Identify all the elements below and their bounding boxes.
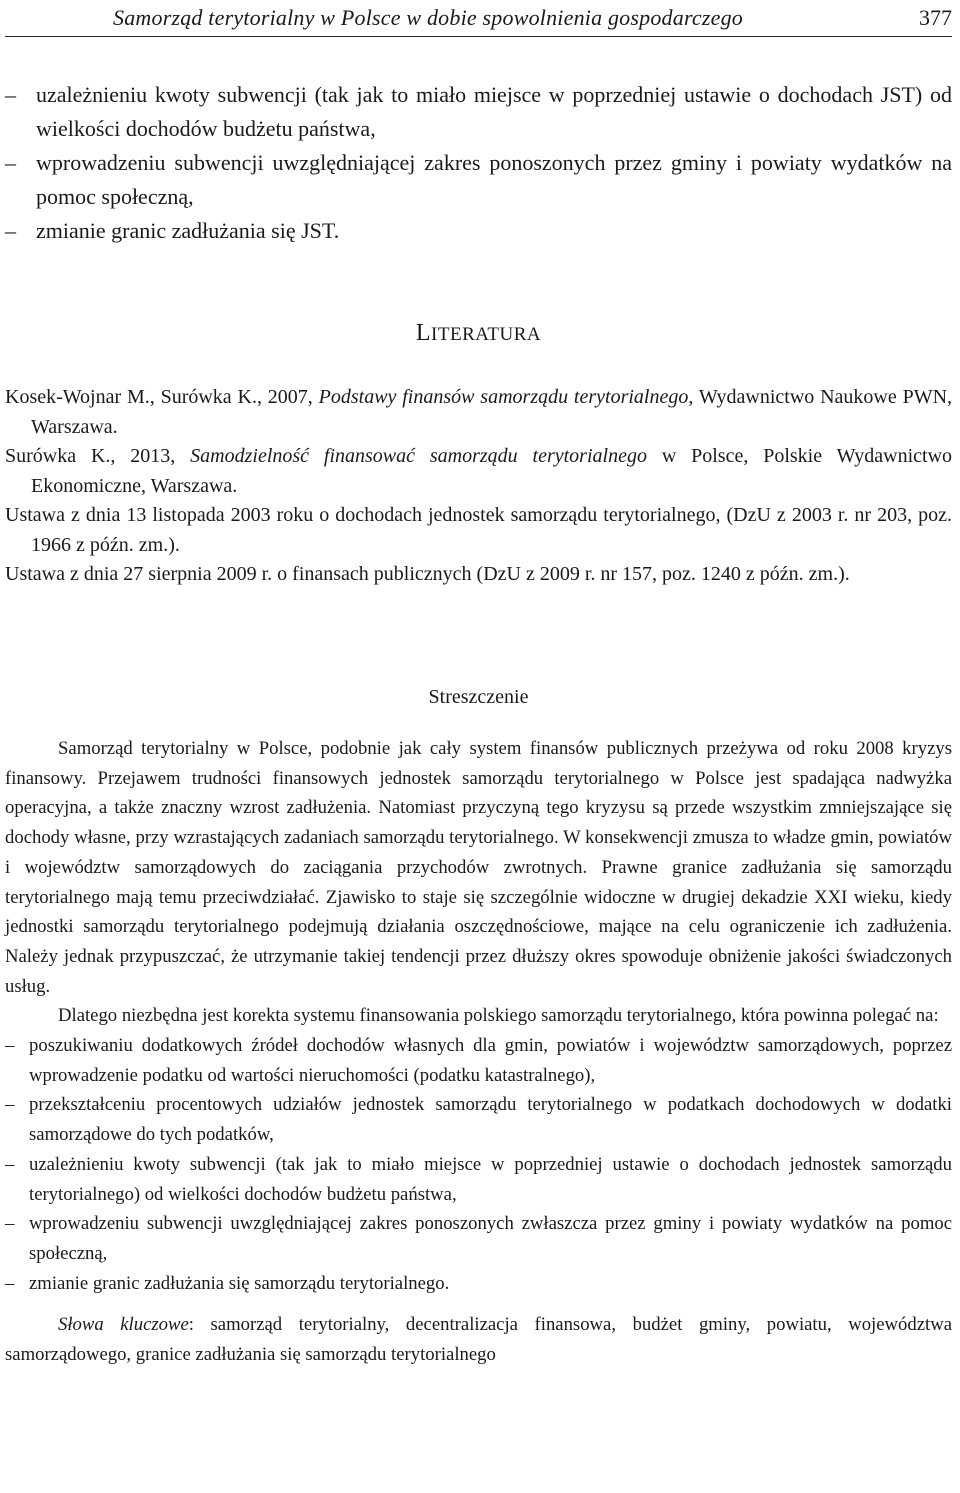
- dash-bullet: –: [5, 1213, 15, 1235]
- summary-paragraph: Dlatego niezbędna jest korekta systemu finansowania polskiego samorządu terytorialnego, która powinna polegać na:: [58, 1005, 939, 1027]
- bibliography: [5, 383, 952, 590]
- dash-bullet: –: [5, 1094, 15, 1116]
- list-item: – wprowadzeniu subwencji uwzględniającej zakres ponoszonych zwłaszcza przez gminy i powiaty wydatków na pomoc społeczną,: [5, 1209, 952, 1268]
- list-item: – poszukiwaniu dodatkowych źródeł dochodów własnych dla gmin, powiatów i województw samorządowych, poprzez wprowadzenie podatku od wartości nieruchomości (podatku katastralnego),: [5, 1031, 952, 1090]
- dash-bullet: –: [5, 218, 16, 243]
- list-item: – uzależnieniu kwoty subwencji (tak jak to miało miejsce w poprzedniej ustawie o dochodach jednostek samorządu terytorialnego) od wielkości dochodów budżetu państwa,: [5, 1150, 952, 1209]
- running-header: [5, 0, 952, 37]
- keywords-label: Słowa kluczowe: [58, 1314, 189, 1336]
- summary-body: [5, 734, 952, 1370]
- dash-bullet: –: [5, 1153, 15, 1175]
- bibliography-entry: Kosek-Wojnar M., Surówka K., 2007, Podstawy finansów samorządu terytorialnego, Wydawnictwo Naukowe PWN, Warszawa.: [5, 386, 953, 438]
- bibliography-entry: Ustawa z dnia 13 listopada 2003 roku o dochodach jednostek samorządu terytorialnego, (DzU z 2003 r. nr 203, poz. 1966 z późn. zm.).: [5, 504, 952, 556]
- summary-dash-list: [5, 1031, 952, 1298]
- keywords: [5, 1310, 952, 1369]
- intro-dash-list: [5, 78, 952, 248]
- dash-bullet: –: [5, 1035, 15, 1057]
- page-number: 377: [919, 5, 952, 30]
- dash-bullet: –: [5, 82, 16, 107]
- list-item: – uzależnieniu kwoty subwencji (tak jak to miało miejsce w poprzedniej ustawie o dochodach JST) od wielkości dochodów budżetu państwa,: [5, 78, 952, 146]
- header-title: Samorząd terytorialny w Polsce w dobie spowolnienia gospodarczego: [113, 5, 743, 30]
- summary-paragraph: Samorząd terytorialny w Polsce, podobnie jak cały system finansów publicznych przeżywa od roku 2008 kryzys finansowy. Przejawem trudności finansowych jednostek samorządu terytorialnego w Polsce jest spadająca nadwyżka operacyjna, a także znaczny wzrost zadłużenia. Natomiast przyczyną tego kryzysu są przede wszystkim zmniejszające się dochody własne, przy wzrastających zadaniach samorządu terytorialnego. W konsekwencji zmusza to władze gmin, powiatów i województw samorządowych do zaciągania przychodów zwrotnych. Prawne granice zadłużania się samorządu terytorialnego mają temu przeciwdziałać. Zjawisko to staje się szczególnie widoczne w drugiej dekadzie XXI wieku, kiedy jednostki samorządu terytorialnego podejmują działania oszczędnościowe, mające na celu ograniczenie ich zadłużenia. Należy jednak przypuszczać, że utrzymanie takiej tendencji przez dłuższy okres spowoduje obniżenie jakości świadczonych usług.: [5, 738, 952, 997]
- dash-bullet: –: [5, 1272, 15, 1294]
- bibliography-entry: Ustawa z dnia 27 sierpnia 2009 r. o finansach publicznych (DzU z 2009 r. nr 157, poz. 1240 z późn. zm.).: [5, 563, 850, 585]
- list-item: – zmianie granic zadłużania się JST.: [5, 214, 952, 248]
- dash-bullet: –: [5, 150, 16, 175]
- literature-heading: LITERATURA: [415, 320, 542, 346]
- keywords-text: : samorząd terytorialny, decentralizacja finansowa, budżet gminy, powiatu, województwa samorządowego, granice zadłużania się samorządu terytorialnego: [5, 1314, 952, 1366]
- list-item: – zmianie granic zadłużania się samorządu terytorialnego.: [5, 1269, 952, 1299]
- summary-heading: Streszczenie: [428, 686, 529, 708]
- bibliography-entry: Surówka K., 2013, Samodzielność finansować samorządu terytorialnego w Polsce, Polskie Wydawnictwo Ekonomiczne, Warszawa.: [5, 445, 953, 497]
- list-item: – wprowadzeniu subwencji uwzględniającej zakres ponoszonych przez gminy i powiaty wydatków na pomoc społeczną,: [5, 146, 952, 214]
- list-item: – przekształceniu procentowych udziałów jednostek samorządu terytorialnego w podatkach dochodowych w dodatki samorządowe do tych podatków,: [5, 1090, 952, 1149]
